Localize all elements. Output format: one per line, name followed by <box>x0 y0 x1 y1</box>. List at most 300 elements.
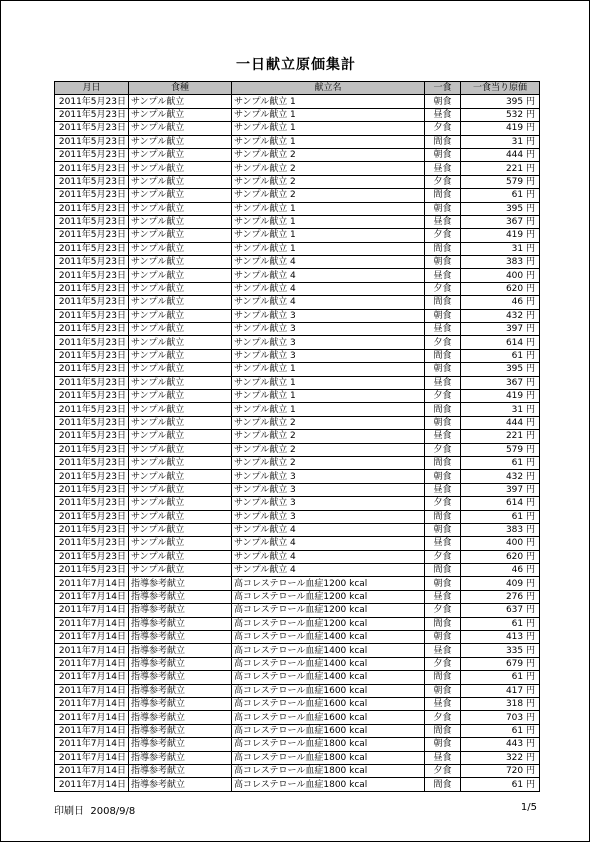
cell-menu-name: サンプル献立 3 <box>232 497 425 510</box>
cell-cost: 46 円 <box>461 564 540 577</box>
cell-meal: 間食 <box>425 242 461 255</box>
cell-diet-type: 指導参考献立 <box>129 778 232 791</box>
cell-diet-type: サンプル献立 <box>129 215 232 228</box>
cell-diet-type: サンプル献立 <box>129 122 232 135</box>
cell-diet-type: サンプル献立 <box>129 376 232 389</box>
cell-menu-name: 高コレステロール血症1600 kcal <box>232 724 425 737</box>
column-header-meal: 一食 <box>425 82 461 95</box>
cell-diet-type: サンプル献立 <box>129 309 232 322</box>
cell-meal: 夕食 <box>425 389 461 402</box>
cell-menu-name: サンプル献立 2 <box>232 175 425 188</box>
cell-diet-type: サンプル献立 <box>129 363 232 376</box>
column-header-menu-name: 献立名 <box>232 82 425 95</box>
table-row <box>55 470 540 483</box>
cell-menu-name: サンプル献立 3 <box>232 470 425 483</box>
cell-date: 2011年5月23日 <box>55 256 129 269</box>
cell-meal: 昼食 <box>425 751 461 764</box>
column-header-diet-type: 食種 <box>129 82 232 95</box>
cell-diet-type: 指導参考献立 <box>129 631 232 644</box>
cell-menu-name: 高コレステロール血症1400 kcal <box>232 644 425 657</box>
cell-date: 2011年5月23日 <box>55 403 129 416</box>
table-row <box>55 175 540 188</box>
cell-meal: 朝食 <box>425 631 461 644</box>
table-row <box>55 135 540 148</box>
table-row <box>55 456 540 469</box>
cell-diet-type: サンプル献立 <box>129 95 232 108</box>
cell-meal: 昼食 <box>425 215 461 228</box>
cell-meal: 昼食 <box>425 108 461 121</box>
cell-meal: 夕食 <box>425 443 461 456</box>
cell-meal: 間食 <box>425 510 461 523</box>
cell-date: 2011年7月14日 <box>55 604 129 617</box>
table-row <box>55 537 540 550</box>
cell-diet-type: サンプル献立 <box>129 242 232 255</box>
cell-meal: 昼食 <box>425 323 461 336</box>
cell-date: 2011年5月23日 <box>55 269 129 282</box>
cell-date: 2011年5月23日 <box>55 416 129 429</box>
cell-meal: 昼食 <box>425 376 461 389</box>
cell-meal: 夕食 <box>425 122 461 135</box>
table-row <box>55 684 540 697</box>
cell-menu-name: サンプル献立 1 <box>232 376 425 389</box>
cell-diet-type: サンプル献立 <box>129 202 232 215</box>
table-row <box>55 751 540 764</box>
cell-date: 2011年7月14日 <box>55 778 129 791</box>
print-date-value: 2008/9/8 <box>90 806 136 817</box>
cell-menu-name: サンプル献立 4 <box>232 256 425 269</box>
table-row <box>55 590 540 603</box>
table-row <box>55 416 540 429</box>
table-row <box>55 430 540 443</box>
cell-meal: 夕食 <box>425 657 461 670</box>
cost-summary-table <box>54 81 540 792</box>
cell-cost: 397 円 <box>461 483 540 496</box>
cell-cost: 61 円 <box>461 778 540 791</box>
cell-diet-type: サンプル献立 <box>129 416 232 429</box>
cell-cost: 532 円 <box>461 108 540 121</box>
cell-cost: 276 円 <box>461 590 540 603</box>
cell-menu-name: サンプル献立 1 <box>232 229 425 242</box>
cell-meal: 夕食 <box>425 336 461 349</box>
table-row <box>55 95 540 108</box>
cell-cost: 419 円 <box>461 229 540 242</box>
table-row <box>55 671 540 684</box>
cell-menu-name: サンプル献立 4 <box>232 550 425 563</box>
cell-menu-name: 高コレステロール血症1800 kcal <box>232 764 425 777</box>
cell-date: 2011年7月14日 <box>55 657 129 670</box>
cell-diet-type: サンプル献立 <box>129 456 232 469</box>
cell-menu-name: サンプル献立 2 <box>232 162 425 175</box>
cell-meal: 間食 <box>425 296 461 309</box>
cell-meal: 昼食 <box>425 162 461 175</box>
cell-menu-name: 高コレステロール血症1200 kcal <box>232 604 425 617</box>
cell-diet-type: サンプル献立 <box>129 108 232 121</box>
cell-diet-type: サンプル献立 <box>129 389 232 402</box>
table-row <box>55 162 540 175</box>
cell-cost: 614 円 <box>461 336 540 349</box>
cell-diet-type: 指導参考献立 <box>129 697 232 710</box>
cell-menu-name: サンプル献立 1 <box>232 242 425 255</box>
table-row <box>55 363 540 376</box>
cell-meal: 間食 <box>425 778 461 791</box>
cell-date: 2011年7月14日 <box>55 764 129 777</box>
cell-cost: 31 円 <box>461 135 540 148</box>
cell-cost: 419 円 <box>461 389 540 402</box>
cell-date: 2011年5月23日 <box>55 202 129 215</box>
table-row <box>55 296 540 309</box>
page-number: 1/5 <box>520 802 537 813</box>
cell-date: 2011年5月23日 <box>55 443 129 456</box>
cell-date: 2011年5月23日 <box>55 242 129 255</box>
table-row <box>55 564 540 577</box>
table-row <box>55 376 540 389</box>
cell-diet-type: サンプル献立 <box>129 443 232 456</box>
cell-meal: 朝食 <box>425 577 461 590</box>
print-date-footer <box>54 802 135 817</box>
cell-cost: 637 円 <box>461 604 540 617</box>
cell-meal: 間食 <box>425 724 461 737</box>
cell-menu-name: サンプル献立 4 <box>232 523 425 536</box>
cell-date: 2011年7月14日 <box>55 697 129 710</box>
cell-menu-name: サンプル献立 3 <box>232 483 425 496</box>
cell-date: 2011年5月23日 <box>55 95 129 108</box>
cell-meal: 朝食 <box>425 256 461 269</box>
cell-cost: 61 円 <box>461 510 540 523</box>
cell-diet-type: サンプル献立 <box>129 162 232 175</box>
table-row <box>55 764 540 777</box>
cell-diet-type: サンプル献立 <box>129 296 232 309</box>
cell-cost: 322 円 <box>461 751 540 764</box>
cell-date: 2011年5月23日 <box>55 189 129 202</box>
table-row <box>55 483 540 496</box>
cell-meal: 夕食 <box>425 229 461 242</box>
table-row <box>55 403 540 416</box>
cell-date: 2011年7月14日 <box>55 751 129 764</box>
cell-cost: 397 円 <box>461 323 540 336</box>
table-row <box>55 577 540 590</box>
cell-cost: 383 円 <box>461 523 540 536</box>
cell-date: 2011年5月23日 <box>55 215 129 228</box>
cell-menu-name: サンプル献立 1 <box>232 108 425 121</box>
cell-diet-type: 指導参考献立 <box>129 751 232 764</box>
cell-meal: 間食 <box>425 456 461 469</box>
table-row <box>55 282 540 295</box>
cell-date: 2011年5月23日 <box>55 296 129 309</box>
cell-meal: 昼食 <box>425 537 461 550</box>
cell-menu-name: サンプル献立 1 <box>232 403 425 416</box>
cell-date: 2011年5月23日 <box>55 175 129 188</box>
table-row <box>55 242 540 255</box>
cell-meal: 朝食 <box>425 95 461 108</box>
cell-diet-type: 指導参考献立 <box>129 617 232 630</box>
cell-meal: 夕食 <box>425 282 461 295</box>
table-row <box>55 229 540 242</box>
table-body <box>55 95 540 791</box>
cell-menu-name: サンプル献立 3 <box>232 309 425 322</box>
cell-cost: 614 円 <box>461 497 540 510</box>
cell-menu-name: 高コレステロール血症1800 kcal <box>232 738 425 751</box>
cell-date: 2011年5月23日 <box>55 389 129 402</box>
print-date-label: 印刷日 <box>54 806 84 817</box>
table-row <box>55 738 540 751</box>
cell-diet-type: 指導参考献立 <box>129 738 232 751</box>
table-row <box>55 122 540 135</box>
cell-diet-type: サンプル献立 <box>129 564 232 577</box>
cell-meal: 間食 <box>425 617 461 630</box>
cell-date: 2011年5月23日 <box>55 564 129 577</box>
cell-meal: 夕食 <box>425 497 461 510</box>
cell-menu-name: サンプル献立 3 <box>232 323 425 336</box>
cell-meal: 朝食 <box>425 684 461 697</box>
table-row <box>55 497 540 510</box>
cell-diet-type: サンプル献立 <box>129 229 232 242</box>
cell-date: 2011年5月23日 <box>55 550 129 563</box>
cell-meal: 朝食 <box>425 470 461 483</box>
cell-diet-type: 指導参考献立 <box>129 590 232 603</box>
cell-cost: 395 円 <box>461 95 540 108</box>
cell-cost: 620 円 <box>461 282 540 295</box>
table-row <box>55 443 540 456</box>
cell-date: 2011年5月23日 <box>55 537 129 550</box>
cell-date: 2011年5月23日 <box>55 456 129 469</box>
cell-meal: 朝食 <box>425 738 461 751</box>
cell-diet-type: 指導参考献立 <box>129 684 232 697</box>
cell-meal: 昼食 <box>425 590 461 603</box>
table-row <box>55 389 540 402</box>
cell-cost: 720 円 <box>461 764 540 777</box>
cell-meal: 夕食 <box>425 175 461 188</box>
cell-date: 2011年5月23日 <box>55 162 129 175</box>
table-row <box>55 202 540 215</box>
cell-cost: 395 円 <box>461 363 540 376</box>
cell-date: 2011年5月23日 <box>55 282 129 295</box>
cell-cost: 703 円 <box>461 711 540 724</box>
cell-menu-name: サンプル献立 1 <box>232 95 425 108</box>
cell-diet-type: 指導参考献立 <box>129 724 232 737</box>
cell-diet-type: サンプル献立 <box>129 349 232 362</box>
cell-menu-name: 高コレステロール血症1800 kcal <box>232 751 425 764</box>
cell-cost: 221 円 <box>461 162 540 175</box>
cell-cost: 413 円 <box>461 631 540 644</box>
cell-diet-type: 指導参考献立 <box>129 671 232 684</box>
cell-cost: 395 円 <box>461 202 540 215</box>
table-row <box>55 108 540 121</box>
cell-diet-type: サンプル献立 <box>129 523 232 536</box>
cell-meal: 朝食 <box>425 363 461 376</box>
cell-meal: 間食 <box>425 349 461 362</box>
cell-diet-type: サンプル献立 <box>129 256 232 269</box>
cell-diet-type: サンプル献立 <box>129 550 232 563</box>
report-title: 一日献立原価集計 <box>236 57 356 73</box>
table-row <box>55 256 540 269</box>
cell-diet-type: サンプル献立 <box>129 148 232 161</box>
table-row <box>55 778 540 791</box>
cell-diet-type: サンプル献立 <box>129 189 232 202</box>
cell-meal: 昼食 <box>425 697 461 710</box>
cell-meal: 夕食 <box>425 550 461 563</box>
cell-menu-name: 高コレステロール血症1600 kcal <box>232 684 425 697</box>
table-row <box>55 349 540 362</box>
cell-menu-name: 高コレステロール血症1200 kcal <box>232 590 425 603</box>
cell-menu-name: サンプル献立 1 <box>232 389 425 402</box>
cell-menu-name: 高コレステロール血症1200 kcal <box>232 617 425 630</box>
cell-menu-name: サンプル献立 2 <box>232 456 425 469</box>
cell-date: 2011年5月23日 <box>55 497 129 510</box>
cell-date: 2011年5月23日 <box>55 470 129 483</box>
cell-menu-name: サンプル献立 3 <box>232 336 425 349</box>
cell-meal: 夕食 <box>425 604 461 617</box>
cell-menu-name: サンプル献立 2 <box>232 430 425 443</box>
column-header-date: 月日 <box>55 82 129 95</box>
cell-diet-type: 指導参考献立 <box>129 604 232 617</box>
cell-cost: 383 円 <box>461 256 540 269</box>
cell-diet-type: サンプル献立 <box>129 135 232 148</box>
cell-menu-name: 高コレステロール血症1400 kcal <box>232 671 425 684</box>
table-header-row <box>55 82 540 95</box>
cell-cost: 318 円 <box>461 697 540 710</box>
cell-diet-type: サンプル献立 <box>129 269 232 282</box>
cell-menu-name: 高コレステロール血症1600 kcal <box>232 711 425 724</box>
cell-menu-name: 高コレステロール血症1600 kcal <box>232 697 425 710</box>
cell-date: 2011年5月23日 <box>55 229 129 242</box>
cell-menu-name: サンプル献立 2 <box>232 148 425 161</box>
cell-date: 2011年5月23日 <box>55 523 129 536</box>
cell-diet-type: 指導参考献立 <box>129 644 232 657</box>
cell-meal: 朝食 <box>425 148 461 161</box>
cell-cost: 335 円 <box>461 644 540 657</box>
cell-diet-type: サンプル献立 <box>129 282 232 295</box>
table-row <box>55 189 540 202</box>
cell-diet-type: サンプル献立 <box>129 336 232 349</box>
table-row <box>55 550 540 563</box>
cell-date: 2011年7月14日 <box>55 671 129 684</box>
cell-cost: 620 円 <box>461 550 540 563</box>
table-row <box>55 523 540 536</box>
cell-cost: 46 円 <box>461 296 540 309</box>
cell-date: 2011年7月14日 <box>55 617 129 630</box>
cell-date: 2011年7月14日 <box>55 711 129 724</box>
cell-date: 2011年5月23日 <box>55 349 129 362</box>
table-row <box>55 617 540 630</box>
cell-cost: 61 円 <box>461 456 540 469</box>
cell-diet-type: 指導参考献立 <box>129 657 232 670</box>
cell-menu-name: サンプル献立 4 <box>232 269 425 282</box>
table-row <box>55 148 540 161</box>
cell-menu-name: サンプル献立 3 <box>232 510 425 523</box>
table-row <box>55 604 540 617</box>
cell-meal: 朝食 <box>425 202 461 215</box>
cell-diet-type: サンプル献立 <box>129 403 232 416</box>
cell-meal: 夕食 <box>425 764 461 777</box>
cell-date: 2011年5月23日 <box>55 309 129 322</box>
cell-diet-type: サンプル献立 <box>129 497 232 510</box>
cell-menu-name: サンプル献立 4 <box>232 537 425 550</box>
cell-date: 2011年5月23日 <box>55 483 129 496</box>
cell-cost: 444 円 <box>461 416 540 429</box>
table-row <box>55 309 540 322</box>
cell-date: 2011年5月23日 <box>55 430 129 443</box>
cell-meal: 間食 <box>425 135 461 148</box>
cell-meal: 間食 <box>425 403 461 416</box>
cell-menu-name: 高コレステロール血症1400 kcal <box>232 657 425 670</box>
table-row <box>55 323 540 336</box>
cell-date: 2011年7月14日 <box>55 684 129 697</box>
cell-cost: 679 円 <box>461 657 540 670</box>
cell-cost: 579 円 <box>461 443 540 456</box>
cell-cost: 61 円 <box>461 671 540 684</box>
cell-cost: 443 円 <box>461 738 540 751</box>
cell-cost: 221 円 <box>461 430 540 443</box>
cell-menu-name: 高コレステロール血症1800 kcal <box>232 778 425 791</box>
table-row <box>55 657 540 670</box>
table-row <box>55 711 540 724</box>
cell-cost: 417 円 <box>461 684 540 697</box>
cell-meal: 昼食 <box>425 483 461 496</box>
table-row <box>55 336 540 349</box>
cell-cost: 31 円 <box>461 403 540 416</box>
cell-diet-type: サンプル献立 <box>129 510 232 523</box>
cell-meal: 夕食 <box>425 711 461 724</box>
cell-menu-name: サンプル献立 4 <box>232 564 425 577</box>
column-header-cost: 一食当り原価 <box>461 82 540 95</box>
cell-cost: 61 円 <box>461 349 540 362</box>
cell-meal: 昼食 <box>425 644 461 657</box>
cell-meal: 朝食 <box>425 523 461 536</box>
cell-cost: 432 円 <box>461 470 540 483</box>
cell-menu-name: サンプル献立 1 <box>232 122 425 135</box>
cell-cost: 61 円 <box>461 189 540 202</box>
cell-menu-name: サンプル献立 1 <box>232 135 425 148</box>
cell-date: 2011年5月23日 <box>55 122 129 135</box>
cell-date: 2011年7月14日 <box>55 631 129 644</box>
cell-meal: 朝食 <box>425 416 461 429</box>
cell-diet-type: サンプル献立 <box>129 470 232 483</box>
cell-date: 2011年7月14日 <box>55 577 129 590</box>
cell-date: 2011年5月23日 <box>55 323 129 336</box>
table-row <box>55 510 540 523</box>
cell-date: 2011年7月14日 <box>55 644 129 657</box>
cell-cost: 444 円 <box>461 148 540 161</box>
cell-date: 2011年7月14日 <box>55 590 129 603</box>
table-row <box>55 631 540 644</box>
cell-date: 2011年5月23日 <box>55 376 129 389</box>
cell-cost: 400 円 <box>461 537 540 550</box>
cell-menu-name: サンプル献立 2 <box>232 443 425 456</box>
cell-meal: 朝食 <box>425 309 461 322</box>
cell-cost: 61 円 <box>461 724 540 737</box>
cell-date: 2011年5月23日 <box>55 135 129 148</box>
cell-date: 2011年5月23日 <box>55 336 129 349</box>
cell-menu-name: サンプル献立 1 <box>232 202 425 215</box>
cell-cost: 419 円 <box>461 122 540 135</box>
table-row <box>55 644 540 657</box>
cell-diet-type: サンプル献立 <box>129 323 232 336</box>
cell-date: 2011年7月14日 <box>55 724 129 737</box>
cell-cost: 61 円 <box>461 617 540 630</box>
table-row <box>55 269 540 282</box>
cell-menu-name: サンプル献立 2 <box>232 416 425 429</box>
cell-date: 2011年5月23日 <box>55 148 129 161</box>
cell-menu-name: 高コレステロール血症1200 kcal <box>232 577 425 590</box>
table-row <box>55 724 540 737</box>
cell-date: 2011年7月14日 <box>55 738 129 751</box>
cell-menu-name: サンプル献立 3 <box>232 349 425 362</box>
cell-menu-name: サンプル献立 1 <box>232 215 425 228</box>
cell-menu-name: サンプル献立 2 <box>232 189 425 202</box>
cell-diet-type: サンプル献立 <box>129 430 232 443</box>
cell-menu-name: サンプル献立 1 <box>232 363 425 376</box>
cell-menu-name: サンプル献立 4 <box>232 282 425 295</box>
